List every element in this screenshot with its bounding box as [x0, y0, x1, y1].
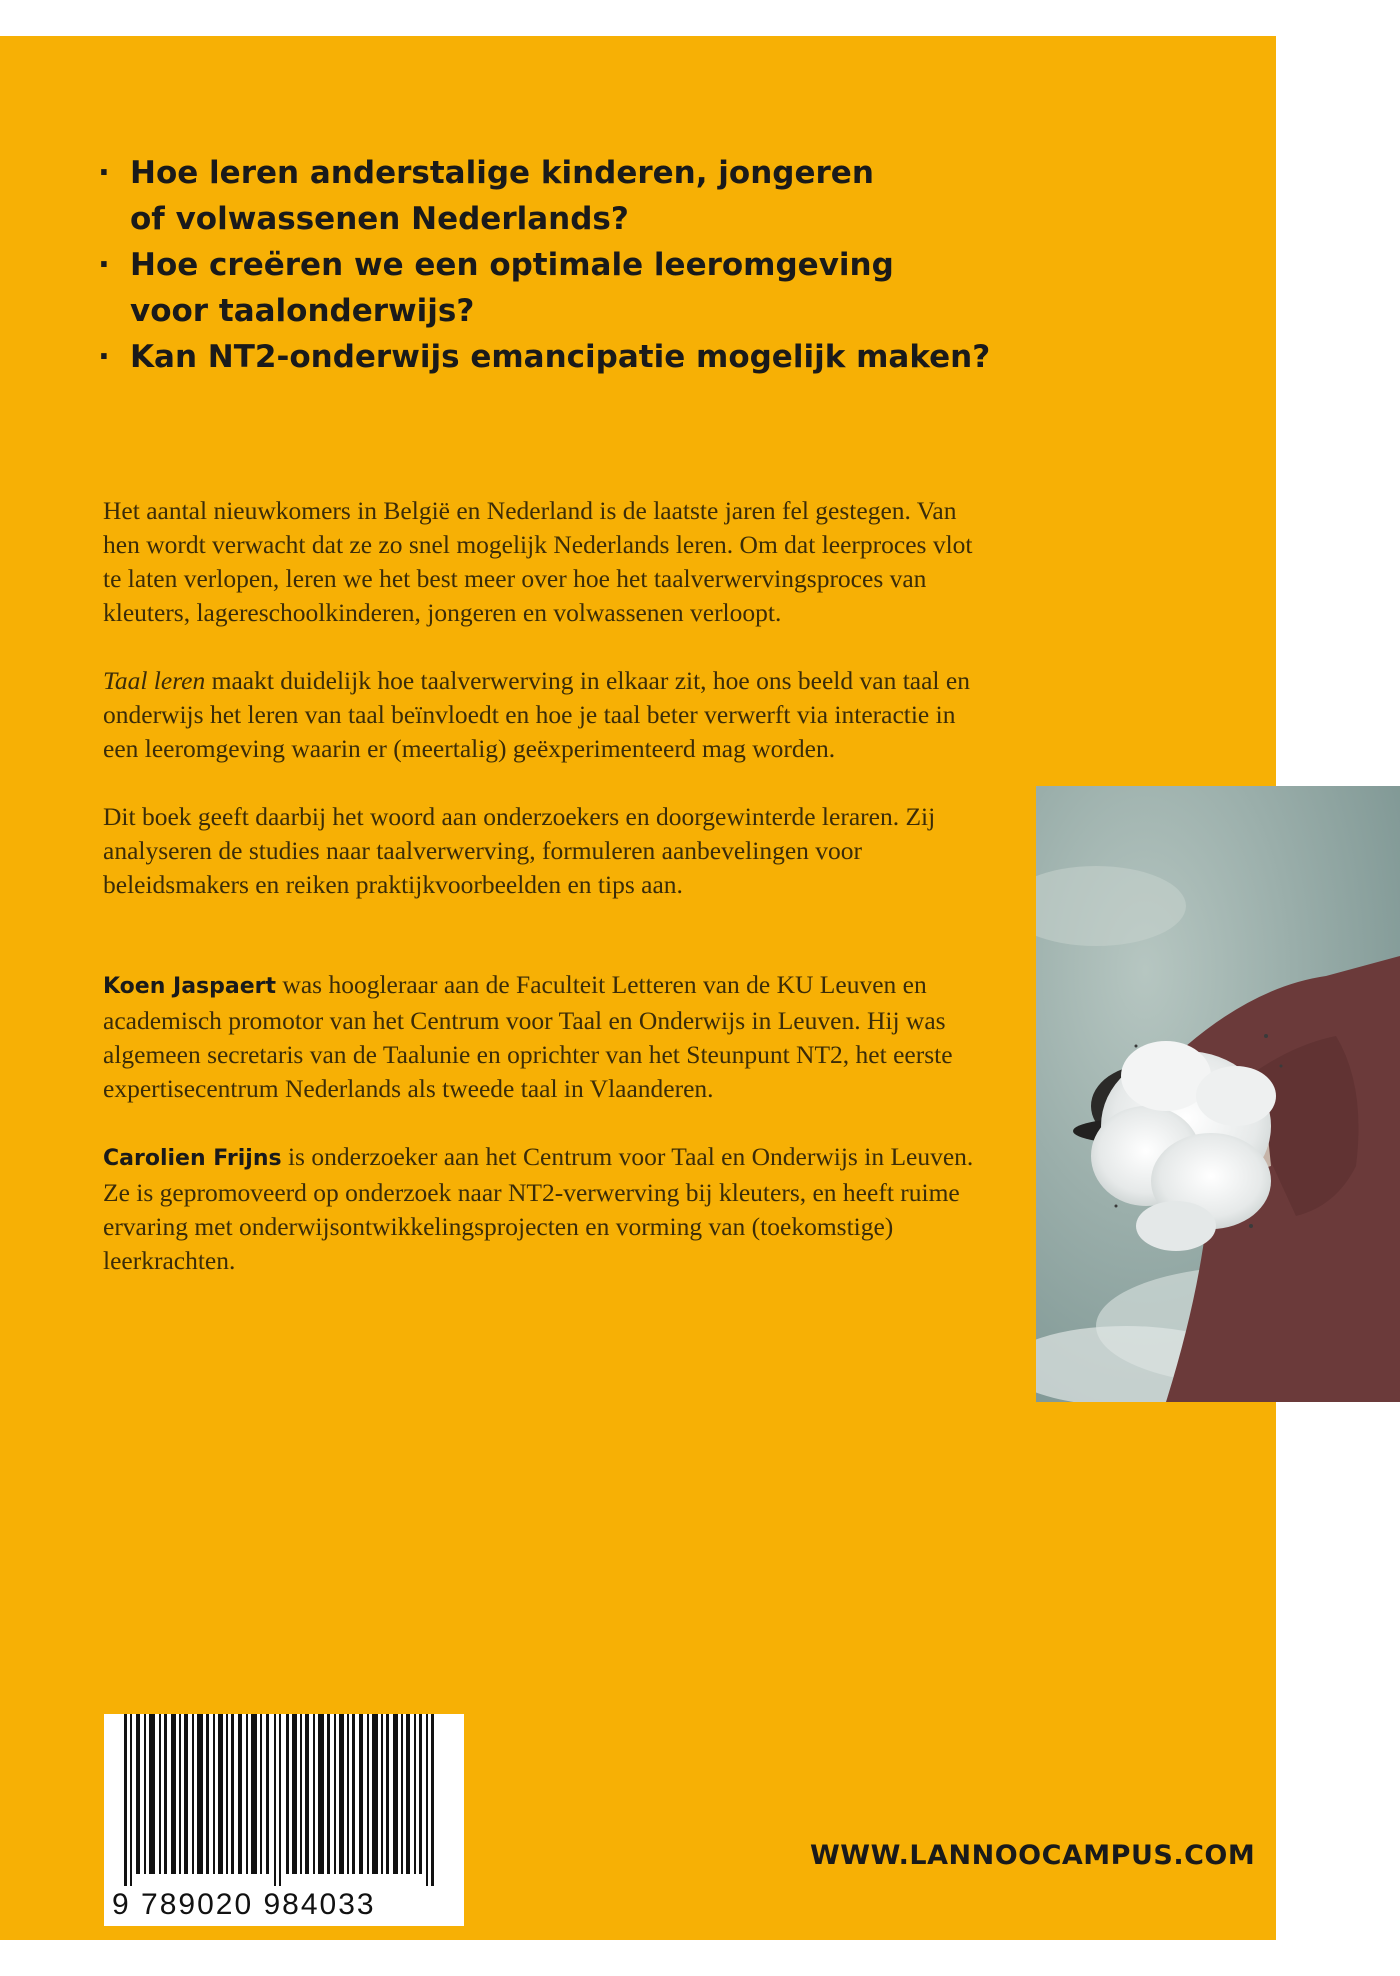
- author-bio-frijns: [103, 1140, 983, 1278]
- description-paragraph: [103, 664, 983, 766]
- author-name: Carolien Frijns: [103, 1146, 282, 1171]
- contributors-paragraph: Dit boek geeft daarbij het woord aan onderzoekers en doorgewinterde leraren. Zij analyseren de studies naar taalverwerving, formuleren aanbevelingen voor beleidsmakers en reiken praktijkvoorbeelden en tips aan.: [103, 802, 936, 899]
- question-line: Kan NT2-onderwijs emancipatie mogelijk maken?: [130, 339, 991, 375]
- question-item: [98, 242, 998, 334]
- author-bio-text: was hoogleraar aan de Faculteit Letteren van de KU Leuven en academisch promotor van het Centrum voor Taal en Onderwijs in Leuven. Hij was algemeen secretaris van de Taalunie en oprichter van het Steunpunt NT2, het eerste expertisecentrum Nederlands als tweede taal in Vlaanderen.: [103, 970, 953, 1103]
- question-line: Hoe creëren we een optimale leeromgeving: [130, 247, 894, 283]
- isbn-number: 9 789020 984033: [112, 1888, 376, 1921]
- question-line: of volwassenen Nederlands?: [130, 201, 629, 237]
- intro-paragraph: Het aantal nieuwkomers in België en Nederland is de laatste jaren fel gestegen. Van hen wordt verwacht dat ze zo snel mogelijk Nederlands leren. Om dat leerproces vlot te laten verlopen, leren we het best meer over hoe het taalverwervingsproces van kleuters, lagereschoolkinderen, jongeren en volwassenen verloopt.: [103, 496, 973, 627]
- description-text: maakt duidelijk hoe taalverwerving in elkaar zit, hoe ons beeld van taal en onderwijs het leren van taal beïnvloedt en hoe je taal beter verwerft via interactie in een leeromgeving waarin er (meertalig) geëxperimenteerd mag worden.: [103, 666, 970, 763]
- question-line: voor taalonderwijs?: [130, 293, 475, 329]
- blurb-text: [103, 494, 983, 1312]
- question-line: Hoe leren anderstalige kinderen, jongeren: [130, 155, 874, 191]
- bullet-icon: ·: [98, 155, 110, 191]
- isbn-barcode: [104, 1714, 464, 1926]
- barcode-icon: [104, 1714, 464, 1886]
- cover-photo: [1036, 786, 1400, 1402]
- author-bio-text: is onderzoeker aan het Centrum voor Taal en Onderwijs in Leuven. Ze is gepromoveerd op onderzoek naar NT2-verwerving bij kleuters, en heeft ruime ervaring met onderwijsontwikkelingsprojecten en vorming van (toekomstige) leerkrachten.: [103, 1142, 974, 1275]
- author-name: Koen Jaspaert: [103, 974, 277, 999]
- author-bio-jaspaert: [103, 968, 983, 1106]
- question-item: [98, 150, 998, 242]
- bullet-icon: ·: [98, 247, 110, 283]
- bullet-icon: ·: [98, 339, 110, 375]
- cloud-head-man-illustration: [1036, 786, 1400, 1402]
- key-questions-list: [98, 150, 998, 380]
- book-title: Taal leren: [103, 666, 206, 695]
- publisher-website: WWW.LANNOOCAMPUS.COM: [810, 1840, 1256, 1871]
- question-item: [98, 334, 998, 380]
